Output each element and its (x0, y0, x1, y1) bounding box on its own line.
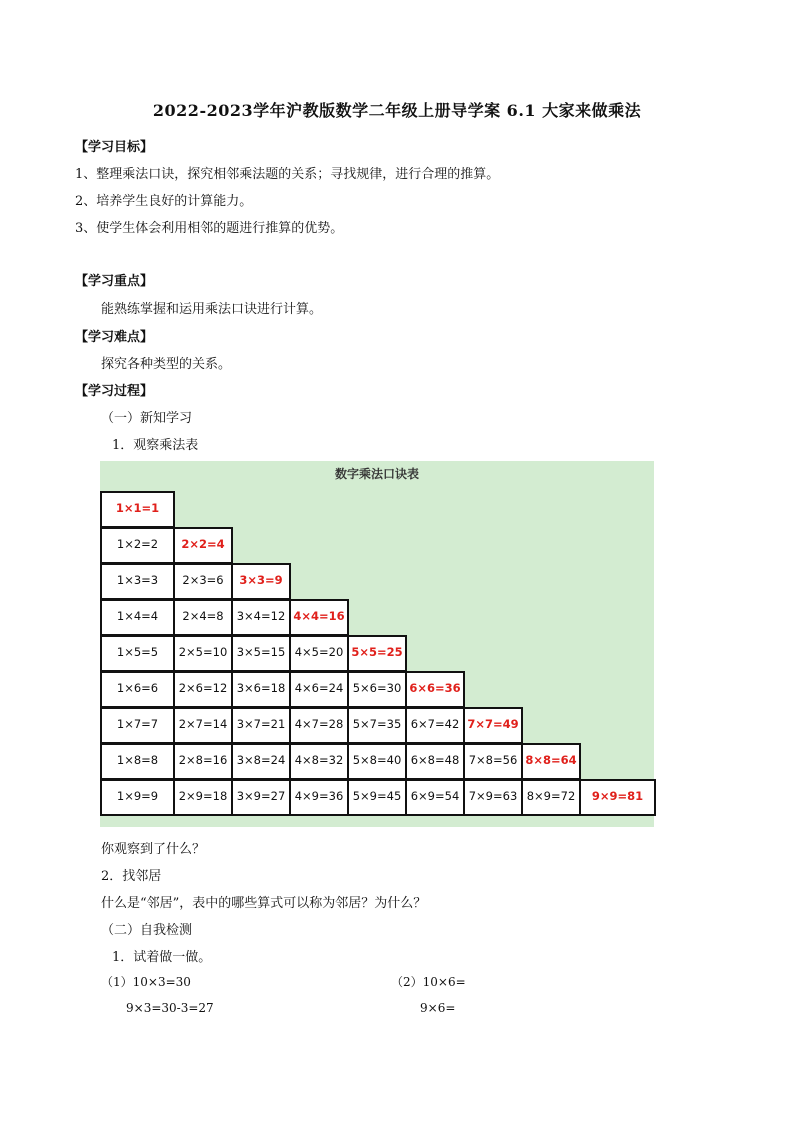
table-cell: 5×6=30 (347, 671, 407, 708)
table-cell: 3×8=24 (231, 743, 291, 780)
key-point-text: 能熟练掌握和运用乘法口诀进行计算。 (101, 302, 323, 317)
exercise-2-line-1: （2）10×6= (391, 975, 466, 989)
difficulty-heading: 【学习难点】 (75, 330, 154, 345)
table-cell-square: 9×9=81 (579, 779, 656, 816)
table-cell-square: 3×3=9 (231, 563, 291, 600)
table-cell-square: 5×5=25 (347, 635, 407, 672)
step-observe-table: 1．观察乘法表 (112, 438, 199, 453)
table-cell-square: 2×2=4 (173, 527, 233, 564)
table-cell: 2×9=18 (173, 779, 233, 816)
step-find-neighbors: 2．找邻居 (101, 869, 162, 884)
section-new-learning: （一）新知学习 (101, 411, 193, 426)
table-title: 数字乘法口诀表 (334, 467, 419, 481)
table-cell: 3×7=21 (231, 707, 291, 744)
table-cell: 1×8=8 (100, 743, 175, 780)
table-cell: 7×8=56 (463, 743, 523, 780)
table-cell: 3×4=12 (231, 599, 291, 636)
process-heading: 【学习过程】 (75, 384, 154, 399)
exercise-1-line-1: （1）10×3=30 (101, 975, 191, 989)
goal-item-1: 1、整理乘法口诀，探究相邻乘法题的关系；寻找规律，进行合理的推算。 (75, 167, 500, 182)
table-cell: 5×7=35 (347, 707, 407, 744)
table-cell: 1×3=3 (100, 563, 175, 600)
table-cell: 1×2=2 (100, 527, 175, 564)
table-cell: 2×7=14 (173, 707, 233, 744)
question-observe: 你观察到了什么？ (101, 842, 206, 857)
section-self-check: （二）自我检测 (101, 923, 193, 938)
difficulty-text: 探究各种类型的关系。 (101, 357, 232, 372)
table-cell-square: 7×7=49 (463, 707, 523, 744)
goals-heading: 【学习目标】 (75, 140, 154, 155)
table-cell: 4×8=32 (289, 743, 349, 780)
table-cell: 2×4=8 (173, 599, 233, 636)
table-cell: 6×8=48 (405, 743, 465, 780)
table-cell: 3×6=18 (231, 671, 291, 708)
step-try: 1．试着做一做。 (112, 950, 212, 965)
multiplication-table (100, 461, 654, 827)
table-cell: 2×5=10 (173, 635, 233, 672)
table-cell: 8×9=72 (521, 779, 581, 816)
exercise-2-line-2: 9×6= (420, 1001, 456, 1015)
table-cell-square: 8×8=64 (521, 743, 581, 780)
question-neighbors: 什么是“邻居”，表中的哪些算式可以称为邻居？为什么？ (101, 896, 427, 911)
page-title: 2022-2023学年沪教版数学二年级上册导学案 6.1 大家来做乘法 (152, 101, 642, 120)
table-cell: 1×6=6 (100, 671, 175, 708)
table-cell: 2×6=12 (173, 671, 233, 708)
goal-item-3: 3、使学生体会利用相邻的题进行推算的优势。 (75, 221, 344, 236)
table-cell-square: 4×4=16 (289, 599, 349, 636)
table-cell: 4×7=28 (289, 707, 349, 744)
table-cell: 3×9=27 (231, 779, 291, 816)
table-cell: 4×6=24 (289, 671, 349, 708)
table-cell: 2×8=16 (173, 743, 233, 780)
exercise-1-line-2: 9×3=30-3=27 (126, 1001, 214, 1015)
table-cell: 2×3=6 (173, 563, 233, 600)
table-cell: 5×9=45 (347, 779, 407, 816)
table-cell: 6×7=42 (405, 707, 465, 744)
table-cell-square: 6×6=36 (405, 671, 465, 708)
table-cell: 1×7=7 (100, 707, 175, 744)
table-cell: 4×9=36 (289, 779, 349, 816)
table-cell: 1×4=4 (100, 599, 175, 636)
table-cell-square: 1×1=1 (100, 491, 175, 528)
table-cell: 3×5=15 (231, 635, 291, 672)
table-cell: 7×9=63 (463, 779, 523, 816)
table-cell: 5×8=40 (347, 743, 407, 780)
table-cell: 6×9=54 (405, 779, 465, 816)
table-cell: 1×5=5 (100, 635, 175, 672)
table-cell: 1×9=9 (100, 779, 175, 816)
table-cell: 4×5=20 (289, 635, 349, 672)
key-point-heading: 【学习重点】 (75, 274, 154, 289)
goal-item-2: 2、培养学生良好的计算能力。 (75, 194, 253, 209)
